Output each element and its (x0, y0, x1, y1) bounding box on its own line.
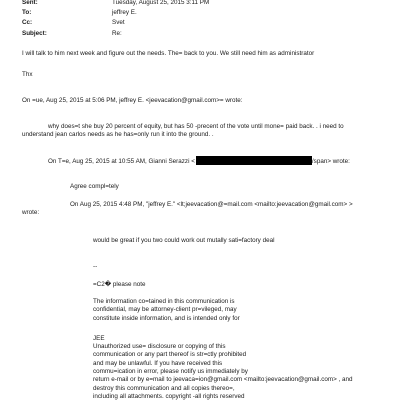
jee-text: JEE (93, 335, 105, 342)
sent-label: Sent: (22, 0, 38, 6)
subject-value: Re: (112, 30, 122, 37)
to-value: jeffrey E. (112, 9, 137, 16)
sent-value: Tuesday, August 25, 2015 3:11 PM (112, 0, 210, 6)
reply-text: I will talk to him next week and figure out the needs. The= back to you. We still need him as administrator (22, 50, 315, 57)
quote3-header: On Aug 25, 2015 4:48 PM, "jeffrey E." <lt;jeevacation@=mail.com <mailto:jeevacation@gmail.com> > wrote: (22, 201, 353, 217)
redaction-bar (196, 156, 312, 165)
disclaimer-unauthorized: Unauthorized use= disclosure or copying of this communication or any part thereof is str=ctly prohibited and may be unlawful. If you have received this commu=ication in error, please notify us immediately by return e-mail or by e=mail to jeevaca=ion@gmail.com <mailto:jeevacation@gmail.com> , and destroy this communication and all copies thereo=, including all attachments. copyright -all rights reserved (93, 343, 353, 401)
thx-text: Thx (22, 71, 33, 78)
quote2-header-suffix: /span> wrote: (311, 158, 350, 165)
disclaimer-confidential: The information co=tained in this communication is confidential, may be attorney-client pr=vileged, may constitute inside information, and is intended only for (93, 298, 240, 322)
quote1-header: On =ue, Aug 25, 2015 at 5:06 PM, jeffrey E. <jeevacation@gmail.com>= wrote: (22, 97, 243, 104)
quote3-body: would be great if you two could work out mutally sati=factory deal (93, 237, 275, 244)
subject-label: Subject: (22, 30, 47, 37)
please-note: =C2� please note (93, 281, 146, 288)
quote1-body: why does=t she buy 20 percent of equity, but has 50 -precent of the vote until mone= paid back. . i need to understand jean carlos needs as he has=only run it into the ground. . (22, 123, 344, 139)
signature-dashes: -- (93, 263, 98, 270)
quote2-header-prefix: On T=e, Aug 25, 2015 at 10:55 AM, Gianni Serazzi < (48, 158, 195, 165)
cc-value: Svet (112, 19, 125, 26)
quote2-header (48, 156, 350, 166)
to-label: To: (22, 9, 32, 16)
agree-text: Agree compl=tely (70, 183, 119, 190)
cc-label: Cc: (22, 19, 33, 26)
